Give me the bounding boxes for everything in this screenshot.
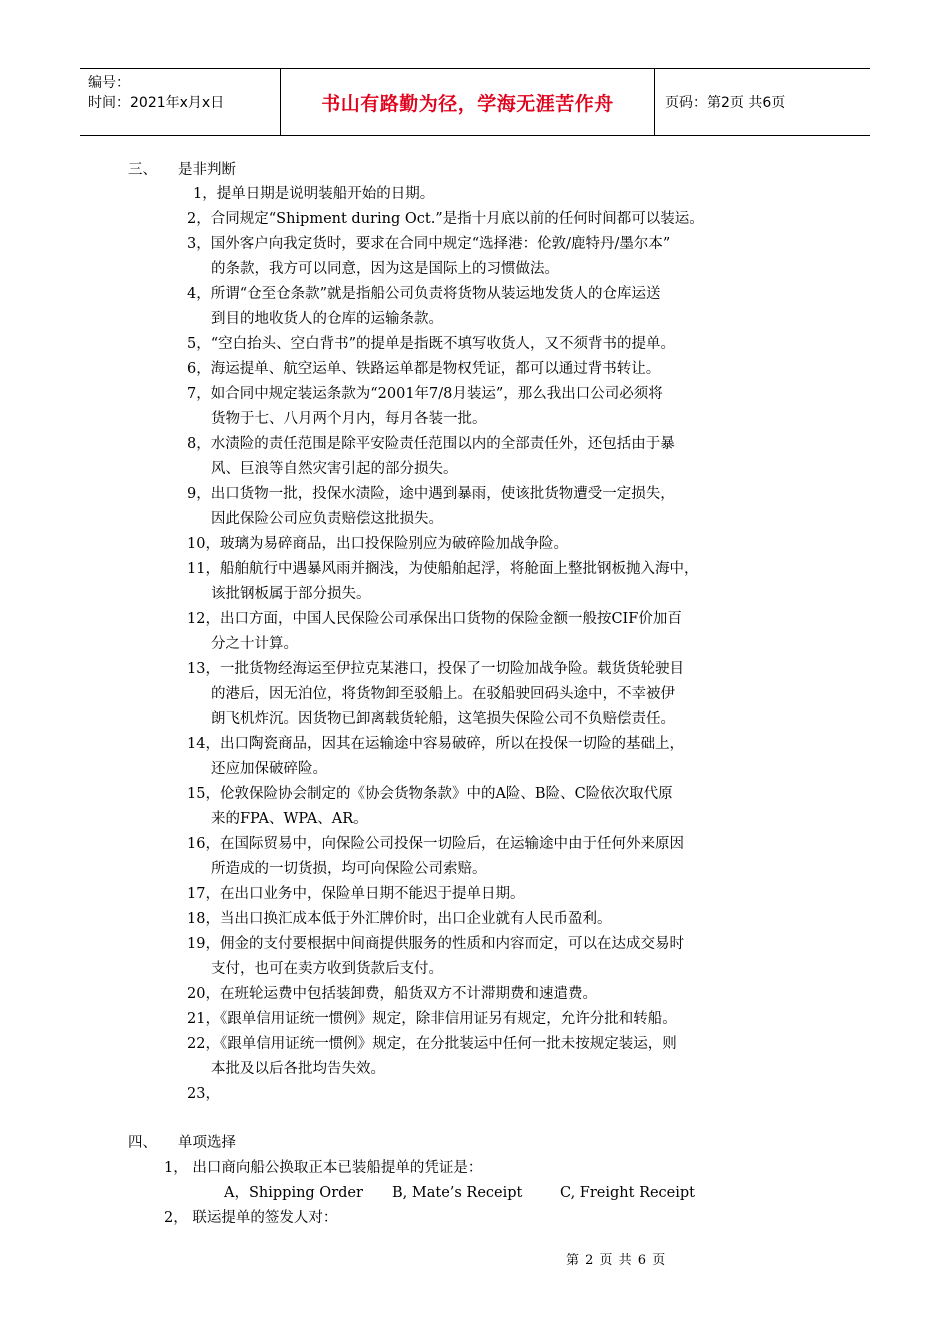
question-line: 11，船舶航行中遇暴风雨并搁浅，为使船舶起浮，将舱面上整批钢板抛入海中， (187, 561, 699, 577)
page-footer: 第 2 页 共 6 页 (566, 1253, 667, 1268)
question-line: 21，《跟单信用证统一惯例》规定，除非信用证另有规定，允许分批和转船。 (187, 1011, 677, 1027)
question-line: 风、巨浪等自然灾害引起的部分损失。 (211, 461, 458, 477)
question-line: 16，在国际贸易中，向保险公司投保一切险后，在运输途中由于任何外来原因 (187, 836, 684, 852)
choice-option: A，Shipping Order (224, 1185, 363, 1201)
section-title: 单项选择 (178, 1135, 236, 1151)
question-line: 22，《跟单信用证统一惯例》规定，在分批装运中任何一批未按规定装运，则 (187, 1036, 677, 1052)
question-line: 20，在班轮运费中包括装卸费，船货双方不计滞期费和速遣费。 (187, 986, 597, 1002)
question-line: 所造成的一切货损，均可向保险公司索赔。 (211, 861, 487, 877)
question-line: 货物于七、八月两个月内，每月各装一批。 (211, 411, 487, 427)
question-line: 18，当出口换汇成本低于外汇牌价时，出口企业就有人民币盈利。 (187, 911, 612, 927)
section-number: 四、 (128, 1135, 157, 1151)
question-line: 12，出口方面，中国人民保险公司承保出口货物的保险金额一般按CIF价加百 (187, 611, 682, 627)
document-number-label: 编号： (88, 75, 130, 91)
choice-question: 2， 联运提单的签发人对： (164, 1210, 338, 1226)
question-line: 分之十计算。 (211, 636, 298, 652)
question-line: 支付，也可在卖方收到货款后支付。 (211, 961, 443, 977)
document-date-label: 时间：2021年x月x日 (88, 95, 225, 111)
choice-option: C, Freight Receipt (560, 1185, 696, 1201)
question-line: 9，出口货物一批，投保水渍险，途中遇到暴雨，使该批货物遭受一定损失， (187, 486, 675, 502)
question-line: 6，海运提单、航空运单、铁路运单都是物权凭证，都可以通过背书转让。 (187, 361, 661, 377)
question-line: 19，佣金的支付要根据中间商提供服务的性质和内容而定，可以在达成交易时 (187, 936, 684, 952)
question-line: 15，伦敦保险协会制定的《协会货物条款》中的A险、B险、C险依次取代原 (187, 786, 673, 802)
header-motto: 书山有路勤为径，学海无涯苦作舟 (281, 69, 655, 135)
question-line: 朗飞机炸沉。因货物已卸离载货轮船，这笔损失保险公司不负赔偿责任。 (211, 711, 675, 727)
section-number: 三、 (128, 162, 157, 178)
question-line: 14，出口陶瓷商品，因其在运输途中容易破碎，所以在投保一切险的基础上， (187, 736, 684, 752)
question-line: 8，水渍险的责任范围是除平安险责任范围以内的全部责任外，还包括由于暴 (187, 436, 675, 452)
choice-question: 1， 出口商向船公换取正本已装船提单的凭证是： (164, 1160, 483, 1176)
section-title: 是非判断 (178, 162, 236, 178)
question-line: 本批及以后各批均告失效。 (211, 1061, 385, 1077)
question-line: 的港后，因无泊位，将货物卸至驳船上。在驳船驶回码头途中，不幸被伊 (211, 686, 675, 702)
question-line: 5，“空白抬头、空白背书”的提单是指既不填写收货人，又不须背书的提单。 (187, 336, 676, 352)
question-line: 到目的地收货人的仓库的运输条款。 (211, 311, 443, 327)
question-line: 的条款，我方可以同意，因为这是国际上的习惯做法。 (211, 261, 559, 277)
choice-option: B, Mate’s Receipt (392, 1185, 523, 1201)
question-line: 4，所谓“仓至仓条款”就是指船公司负责将货物从装运地发货人的仓库运送 (187, 286, 661, 302)
question-line: 13，一批货物经海运至伊拉克某港口，投保了一切险加战争险。载货货轮驶目 (187, 661, 684, 677)
page-header (80, 68, 870, 136)
question-line: 17，在出口业务中，保险单日期不能迟于提单日期。 (187, 886, 525, 902)
question-line: 10，玻璃为易碎商品，出口投保险别应为破碎险加战争险。 (187, 536, 568, 552)
question-line: 该批钢板属于部分损失。 (211, 586, 371, 602)
question-line: 23， (187, 1086, 220, 1102)
question-line: 2，合同规定“Shipment during Oct.”是指十月底以前的任何时间都可以装运。 (187, 211, 704, 227)
question-line: 7，如合同中规定装运条款为“2001年7/8月装运”，那么我出口公司必须将 (187, 386, 663, 402)
header-left-cell (80, 69, 281, 135)
question-line: 还应加保破碎险。 (211, 761, 327, 777)
question-line: 来的FPA、WPA、AR。 (211, 811, 368, 827)
question-line: 1，提单日期是说明装船开始的日期。 (193, 186, 435, 202)
question-line: 3，国外客户向我定货时，要求在合同中规定“选择港：伦敦/鹿特丹/墨尔本” (187, 236, 671, 252)
header-page-label: 页码：第2页 共6页 (665, 95, 786, 111)
question-line: 因此保险公司应负责赔偿这批损失。 (211, 511, 443, 527)
